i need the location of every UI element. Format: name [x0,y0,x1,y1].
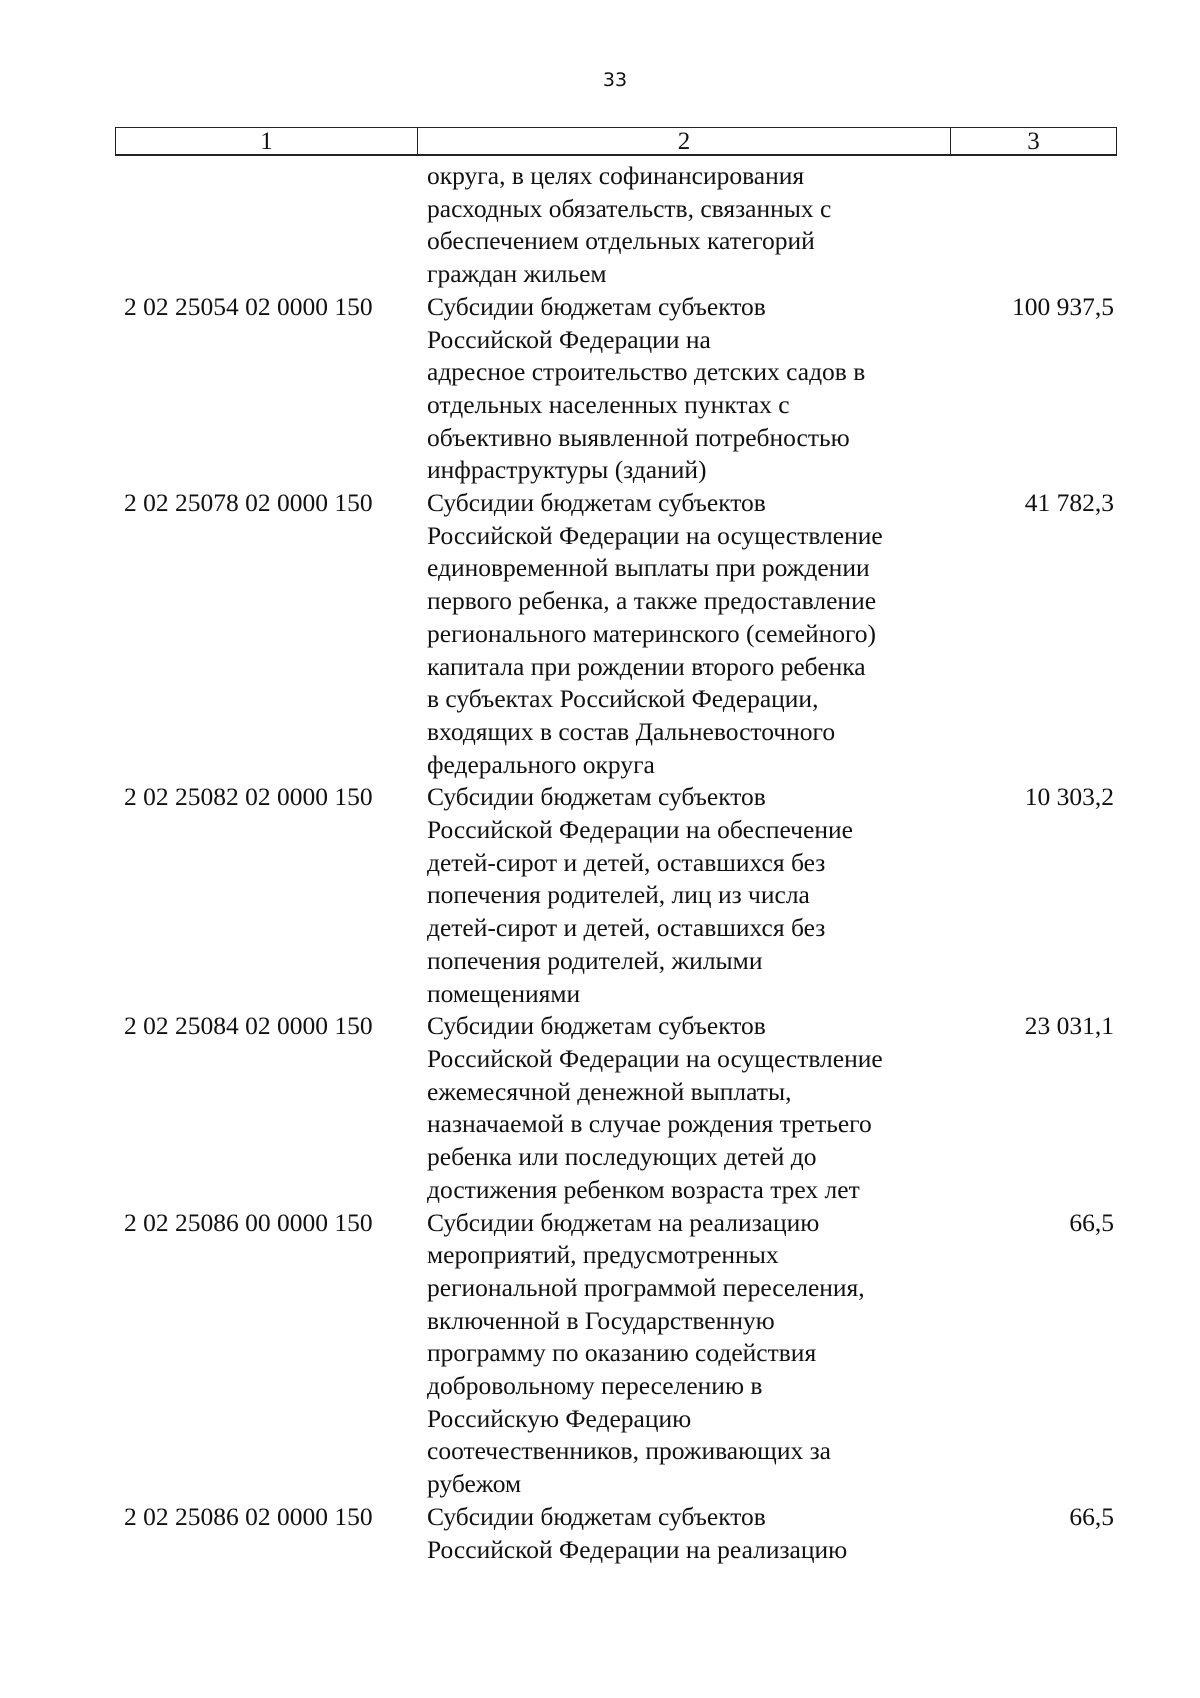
header-col-1: 1 [116,128,418,154]
row-description [427,291,947,487]
description-line: первого ребенка, а также предоставление [427,586,877,616]
table-row [124,291,1114,487]
table-row [124,781,1114,1010]
description-line: граждан жильем [427,259,607,289]
budget-code: 2 02 25082 02 0000 150 [124,782,373,812]
description-line: отдельных населенных пунктах с [427,389,790,419]
description-line: федерального округа [427,749,655,779]
description-line: расходных обязательств, связанных с [427,193,832,223]
amount-value: 66,5 [1069,1207,1114,1237]
description-line: капитала при рождении второго ребенка [427,651,866,681]
budget-code: 2 02 25078 02 0000 150 [124,488,373,518]
description-line: Российскую Федерацию [427,1403,692,1433]
description-line: включенной в Государственную [427,1305,775,1335]
table-row [124,487,1114,781]
description-line: Российской Федерации на обеспечение [427,815,853,845]
amount-value: 10 303,2 [1024,782,1114,812]
table-body [124,160,1114,1566]
description-line: детей-сирот и детей, оставшихся без [427,847,826,877]
description-line: Российской Федерации на реализацию [427,1534,848,1564]
description-line: помещениями [427,978,581,1008]
amount-value: 41 782,3 [1024,488,1114,518]
table-row [124,1010,1114,1206]
description-line: программу по оказанию содействия [427,1338,817,1368]
amount-value: 23 031,1 [1024,1011,1114,1041]
description-line: Субсидии бюджетам субъектов [427,488,766,518]
description-line: входящих в состав Дальневосточного [427,716,836,746]
description-line: достижения ребенком возраста трех лет [427,1174,860,1204]
table-row [124,1501,1114,1566]
page-number: 33 [602,69,628,91]
row-description [427,1501,947,1566]
table-header [115,127,1117,156]
description-line: Субсидии бюджетам субъектов [427,1501,766,1531]
description-line: регионального материнского (семейного) [427,618,877,648]
description-line: попечения родителей, лиц из числа [427,880,810,910]
description-line: Субсидии бюджетам субъектов [427,291,766,321]
description-line: назначаемой в случае рождения третьего [427,1109,872,1139]
description-line: рубежом [427,1469,522,1499]
description-line: единовременной выплаты при рождении [427,553,870,583]
header-col-3: 3 [1027,128,1040,155]
description-line: объективно выявленной потребностью [427,422,850,452]
amount-value: 100 937,5 [1012,291,1114,321]
table-row [124,160,1114,291]
description-line: обеспечением отдельных категорий [427,226,815,256]
row-description [427,781,947,1010]
budget-code: 2 02 25084 02 0000 150 [124,1011,373,1041]
budget-code: 2 02 25054 02 0000 150 [124,291,373,321]
description-line: мероприятий, предусмотренных [427,1240,779,1270]
description-line: ребенка или последующих детей до [427,1142,817,1172]
description-line: Российской Федерации на осуществление [427,1043,883,1073]
description-line: в субъектах Российской Федерации, [427,684,819,714]
description-line: соотечественников, проживающих за [427,1436,831,1466]
description-line: Субсидии бюджетам субъектов [427,782,766,812]
row-description [427,487,947,781]
description-line: Субсидии бюджетам на реализацию [427,1207,820,1237]
description-line: детей-сирот и детей, оставшихся без [427,913,826,943]
description-line: округа, в целях софинансирования [427,161,805,190]
description-line: добровольному переселению в [427,1371,763,1401]
description-line: попечения родителей, жилыми [427,945,763,975]
budget-code: 2 02 25086 00 0000 150 [124,1207,373,1237]
description-line: Субсидии бюджетам субъектов [427,1011,766,1041]
table-row [124,1207,1114,1501]
description-line: инфраструктуры (зданий) [427,455,707,485]
description-line: ежемесячной денежной выплаты, [427,1076,792,1106]
amount-value: 66,5 [1069,1501,1114,1531]
description-line: адресное строительство детских садов в [427,357,866,387]
header-col-2: 2 [418,128,951,154]
row-description [427,1010,947,1206]
description-line: Российской Федерации на [427,324,711,354]
budget-code: 2 02 25086 02 0000 150 [124,1501,373,1531]
description-line: региональной программой переселения, [427,1272,865,1302]
row-description [427,160,947,291]
row-description [427,1207,947,1501]
description-line: Российской Федерации на осуществление [427,520,883,550]
